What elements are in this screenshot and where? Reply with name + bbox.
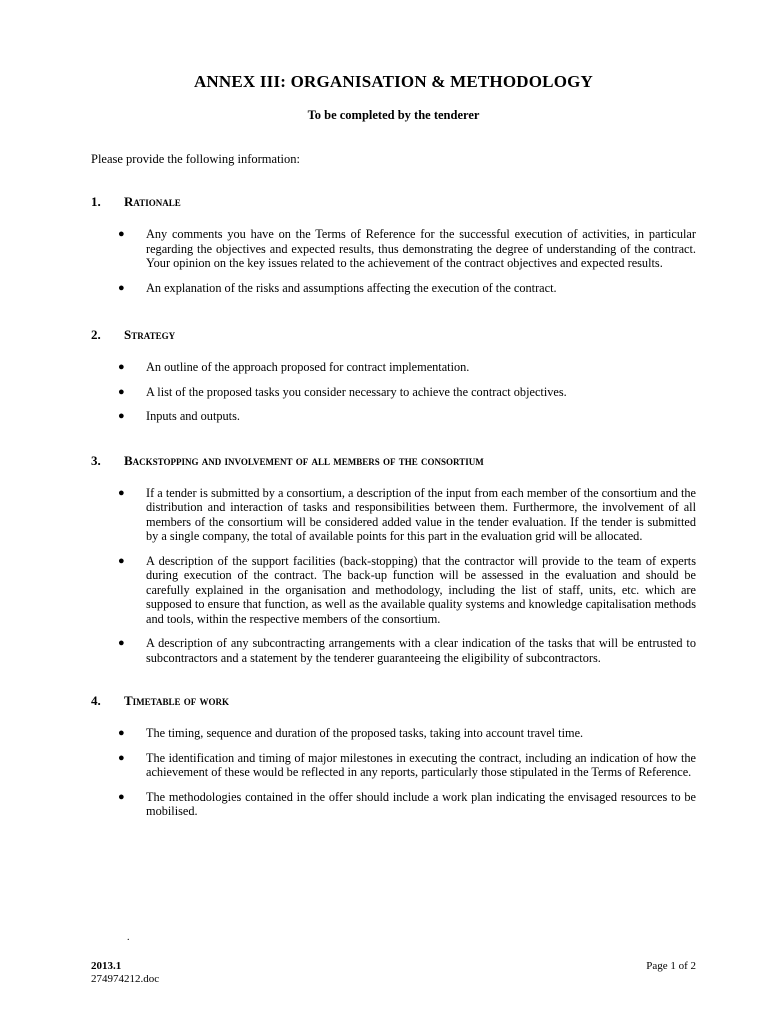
list-item [91,636,696,665]
page-footer [91,960,696,986]
section-number: 2. [91,327,101,342]
list-item-text: The timing, sequence and duration of the proposed tasks, taking into account travel time. [146,726,584,740]
intro-text: Please provide the following information: [91,152,300,166]
list-item [91,385,696,400]
section-backstopping [91,453,696,666]
document-subtitle: To be completed by the tenderer [307,108,480,122]
list-item [91,281,696,296]
bullet-icon: ● [118,727,125,739]
list-item [91,227,696,271]
bullet-icon: ● [118,410,125,422]
section-title: Rationale [124,194,181,209]
list-item [91,486,696,544]
list-item-text: A description of any subcontracting arrangements with a clear indication of the tasks that will be entrusted to subcontractors and a statement by the tenderer guaranteeing the eligibility of subcontractors. [146,636,696,665]
bullet-list [91,486,696,666]
section-title: Strategy [124,327,176,342]
section-title: Timetable of work [124,693,230,708]
list-item [91,360,696,375]
section-heading [91,693,696,709]
document-title: ANNEX III: ORGANISATION & METHODOLOGY [193,72,594,91]
list-item [91,790,696,819]
bullet-icon: ● [118,486,125,499]
section-rationale [91,194,696,295]
list-item-text: Inputs and outputs. [146,409,240,423]
section-title: Backstopping and involvement of all members of the consortium [124,452,484,468]
list-item-text: A description of the support facilities (back-stopping) that the contractor will provide to the team of experts during execution of the contract. The back-up function will be assessed in the evaluation and should be carefully explained in the organisation and methodology, including the list of staff, units, etc. which are supposed to ensure that function, as well as the available quality systems and knowledge capitalisation methods and tools, within the respective members of the consortium. [146,553,696,626]
list-item-text: An outline of the approach proposed for contract implementation. [146,360,470,374]
section-number: 3. [91,452,101,468]
list-item-text: If a tender is submitted by a consortium, a description of the input from each member of the consortium and the distribution and interaction of tasks and responsibilities between them. Furthermore, the involvement of all members of the consortium will be considered added value in the tender evaluation. If the tender is submitted by a single company, the total of available points for this part in the evaluation grid will be allocated. [146,485,696,543]
bullet-icon: ● [118,554,125,567]
bullet-icon: ● [118,751,125,764]
footer-page-number: Page 1 of 2 [646,960,696,972]
section-heading [91,453,696,469]
list-item [91,751,696,780]
bullet-icon: ● [118,281,125,294]
section-heading [91,194,696,210]
bullet-icon: ● [118,790,125,803]
footer-version: 2013.1 [91,960,122,972]
section-number: 1. [91,194,101,209]
list-item-text: Any comments you have on the Terms of Reference for the successful execution of activities, in particular regarding the objectives and expected results, thus demonstrating the degree of understanding of the contract. Your opinion on the key issues related to the achievement of the contract objectives and expected results. [146,227,696,270]
list-item-text: A list of the proposed tasks you consider necessary to achieve the contract objectives. [146,384,567,399]
list-item-text: The identification and timing of major milestones in executing the contract, including an indication of how the achievement of these would be reflected in any reports, particularly those stipulated in the Terms of Reference. [146,750,696,779]
bullet-list [91,227,696,295]
footer-row [91,960,696,973]
list-item [91,554,696,627]
section-number: 4. [91,693,101,708]
bullet-icon: ● [118,228,125,240]
bullet-icon: ● [118,637,125,649]
footer-filename: 274974212.doc [91,973,160,985]
section-strategy [91,327,696,424]
bullet-icon: ● [118,361,125,373]
bullet-icon: ● [118,385,125,398]
section-heading [91,327,696,343]
bullet-list [91,726,696,819]
section-timetable [91,693,696,819]
list-item [91,726,696,741]
list-item-text: The methodologies contained in the offer should include a work plan indicating the envisaged resources to be mobilised. [146,789,696,818]
list-item [91,409,696,424]
stray-mark: . [127,932,130,943]
list-item-text: An explanation of the risks and assumptions affecting the execution of the contract. [146,280,557,295]
bullet-list [91,360,696,424]
